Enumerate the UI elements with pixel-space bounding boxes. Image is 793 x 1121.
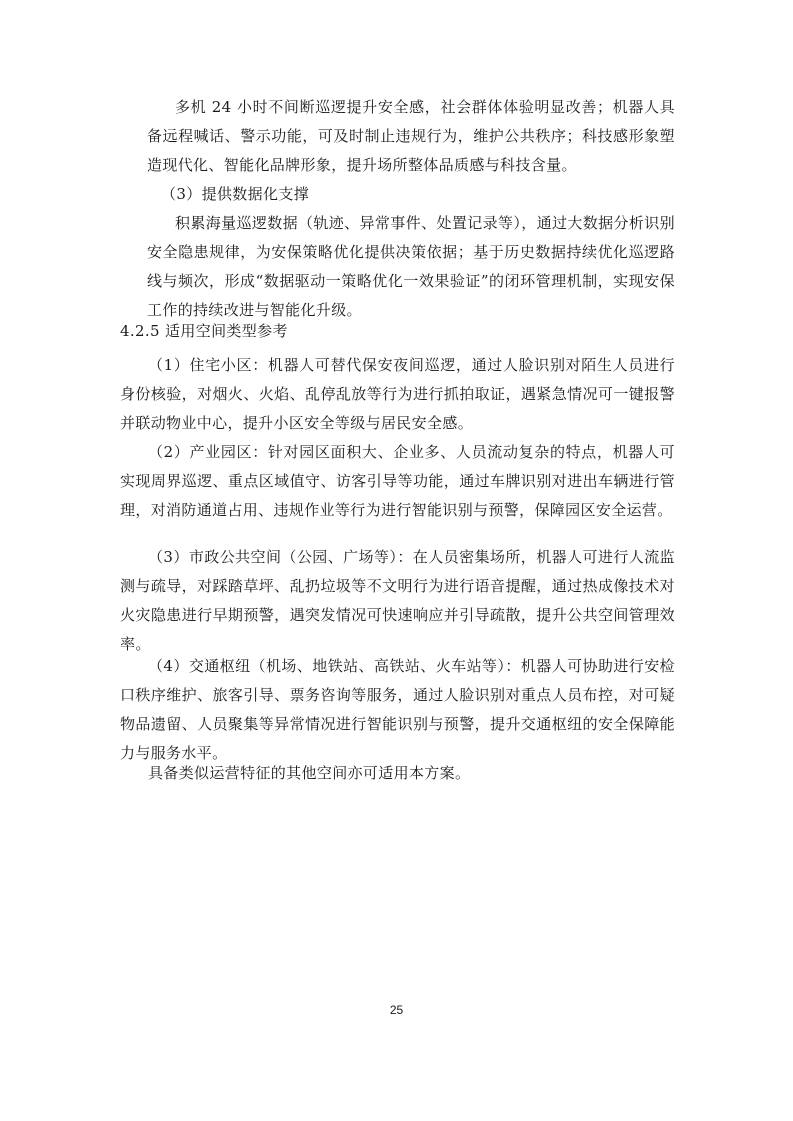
- paragraph-industrial-park: （2）产业园区：针对园区面积大、企业多、人员流动复杂的特点，机器人可实现周界巡逻、重点区域值守、访客引导等功能，通过车牌识别对进出车辆进行管理，对消防通道占用、违规作业等行为进行智能识别与预警，保障园区安全运营。: [120, 443, 675, 519]
- subheading-data-support: （3）提供数据化支撑: [161, 185, 310, 203]
- page-number: 25: [389, 1003, 404, 1017]
- paragraph-public-space: （3）市政公共空间（公园、广场等）：在人员密集场所，机器人可进行人流监测与疏导，对踩踏草坪、乱扔垃圾等不文明行为进行语音提醒，通过热成像技术对火灾隐患进行早期预警，遇突发情况可快速响应并引导疏散，提升公共空间管理效率。: [120, 548, 675, 653]
- paragraph-other-spaces: 具备类似运营特征的其他空间亦可适用本方案。: [148, 764, 471, 782]
- paragraph-patrol-benefits: 多机 24 小时不间断巡逻提升安全感，社会群体体验明显改善；机器人具备远程喊话、警示功能，可及时制止违规行为，维护公共秩序；科技感形象塑造现代化、智能化品牌形象，提升场所整体品质感与科技含量。: [147, 98, 675, 174]
- paragraph-transport-hub: （4）交通枢纽（机场、地铁站、高铁站、火车站等）：机器人可协助进行安检口秩序维护、旅客引导、票务咨询等服务，通过人脸识别对重点人员布控，对可疑物品遗留、人员聚集等异常情况进行智能识别与预警，提升交通枢纽的安全保障能力与服务水平。: [120, 657, 675, 762]
- paragraph-residential: （1）住宅小区：机器人可替代保安夜间巡逻，通过人脸识别对陌生人员进行身份核验，对烟火、火焰、乱停乱放等行为进行抓拍取证，遇紧急情况可一键报警并联动物业中心，提升小区安全等级与居民安全感。: [120, 356, 675, 432]
- section-heading-applicable-spaces: 4.2.5 适用空间类型参考: [120, 322, 288, 340]
- paragraph-data-support: 积累海量巡逻数据（轨迹、异常事件、处置记录等），通过大数据分析识别安全隐患规律，为安保策略优化提供决策依据；基于历史数据持续优化巡逻路线与频次，形成“数据驱动一策略优化一效果验证”的闭环管理机制，实现安保工作的持续改进与智能化升级。: [147, 214, 675, 319]
